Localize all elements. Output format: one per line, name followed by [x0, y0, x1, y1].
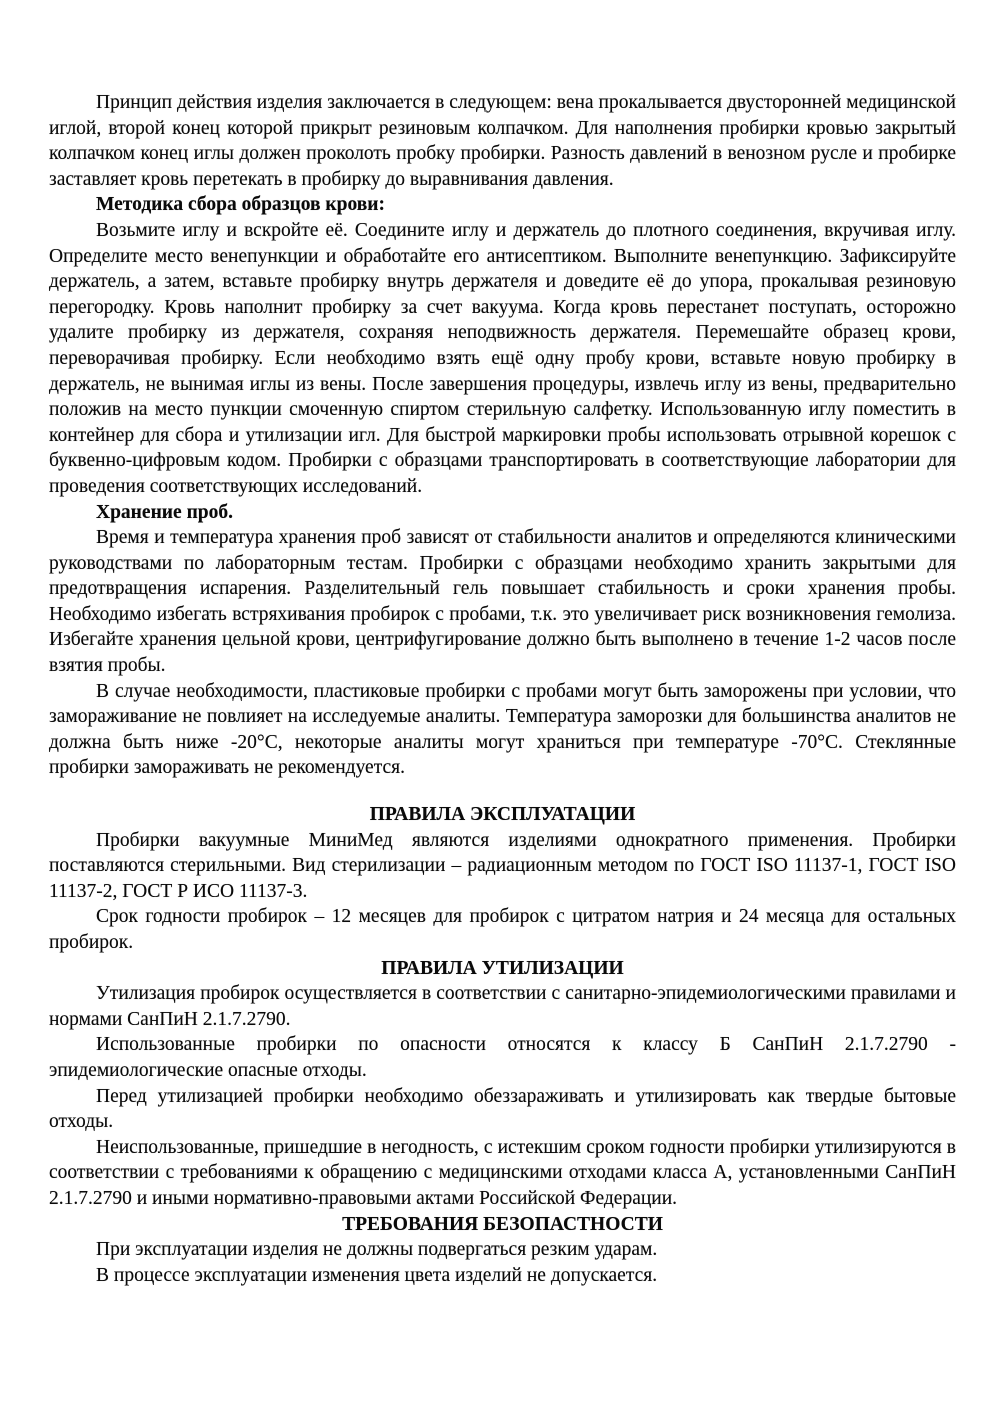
para-operating-principle: Принцип действия изделия заключается в следующем: вена прокалывается двусторонней медицинской иглой, второй конец которой прикрыт резиновым колпачком. Для наполнения пробирки кровью закрытый колпачком конец иглы должен проколоть пробку пробирки. Разность давлений в венозном русле и пробирке заставляет кровь перетекать в пробирку до выравнивания давления. — [49, 92, 956, 190]
heading-blood-sampling-method: Методика сбора образцов крови: — [96, 194, 386, 216]
para-used-tubes-class-b: Использованные пробирки по опасности относятся к классу Б СанПиН 2.1.7.2790 - эпидемиологические опасные отходы. — [49, 1034, 956, 1081]
para-single-use-sterilization: Пробирки вакуумные МиниМед являются изделиями однократного применения. Пробирки поставляются стерильными. Вид стерилизации – радиационным методом по ГОСТ ISO 11137-1, ГОСТ ISO 11137-2, ГОСТ Р ИСО 11137-3. — [49, 829, 956, 902]
heading-disposal-rules: ПРАВИЛА УТИЛИЗАЦИИ — [381, 957, 624, 979]
document-body — [49, 90, 956, 1288]
para-no-sharp-impacts: При эксплуатации изделия не должны подвергаться резким ударам. — [96, 1239, 658, 1261]
para-disinfection: Перед утилизацией пробирки необходимо обеззараживать и утилизировать как твердые бытовые отходы. — [49, 1085, 956, 1133]
para-disposal-sanpin: Утилизация пробирок осуществляется в соответствии с санитарно-эпидемиологическими правилами и нормами СанПиН 2.1.7.2790. — [49, 983, 956, 1030]
para-storage-conditions: Время и температура хранения проб зависят от стабильности аналитов и определяются клиническими руководствами по лабораторным тестам. Пробирки с образцами необходимо хранить закрытыми для предотвращения испарения. Разделительный гель повышает стабильность и сроки хранения пробы. Необходимо избегать встряхивания пробирок с пробами, т.к. это увеличивает риск возникновения гемолиза. Избегайте хранения цельной крови, центрифугирование должно быть выполнено в течение 1-2 часов после взятия пробы. — [49, 527, 956, 677]
para-shelf-life: Срок годности пробирок – 12 месяцев для пробирок с цитратом натрия и 24 месяца для остальных пробирок. — [49, 906, 956, 953]
heading-operation-rules: ПРАВИЛА ЭКСПЛУАТАЦИИ — [369, 804, 636, 826]
para-sampling-procedure: Возьмите иглу и вскройте её. Соедините иглу и держатель до плотного соединения, вкручивая иглу. Определите место венепункции и обработайте его антисептиком. Выполните венепункцию. Зафиксируйте держатель, а затем, вставьте пробирку внутрь держателя и доведите её до упора, прокалывая резиновую перегородку. Кровь наполнит пробирку за счет вакуума. Когда кровь перестанет поступать, осторожно удалите пробирку из держателя, сохраняя неподвижность держателя. Перемешайте образец крови, переворачивая пробирку. Если необходимо взять ещё одну пробу крови, вставьте новую пробирку в держатель, не вынимая иглы из вены. После завершения процедуры, извлечь иглу из вены, предварительно положив на место пункции смоченную спиртом стерильную салфетку. Использованную иглу поместить в контейнер для сбора и утилизации игл. Для быстрой маркировки пробы использовать отрывной корешок с буквенно-цифровым кодом. Пробирки с образцами транспортировать в соответствующие лаборатории для проведения соответствующих исследований. — [49, 219, 956, 497]
para-no-color-change: В процессе эксплуатации изменения цвета изделий не допускается. — [96, 1264, 658, 1286]
para-unused-tubes-class-a: Неиспользованные, пришедшие в негодность, с истекшим сроком годности пробирки утилизируются в соответствии с требованиями к обращению с медицинскими отходами класса А, установленными СанПиН 2.1.7.2790 и иными нормативно-правовыми актами Российской Федерации. — [49, 1136, 956, 1209]
heading-sample-storage: Хранение проб. — [96, 501, 234, 523]
para-freezing: В случае необходимости, пластиковые пробирки с пробами могут быть заморожены при условии, что замораживание не повлияет на исследуемые аналиты. Температура заморозки для большинства аналитов не должна быть ниже -20°С, некоторые аналиты могут храниться при температуре -70°С. Стеклянные пробирки замораживать не рекомендуется. — [49, 680, 956, 779]
heading-safety-requirements: ТРЕБОВАНИЯ БЕЗОПАСТНОСТИ — [342, 1213, 663, 1235]
